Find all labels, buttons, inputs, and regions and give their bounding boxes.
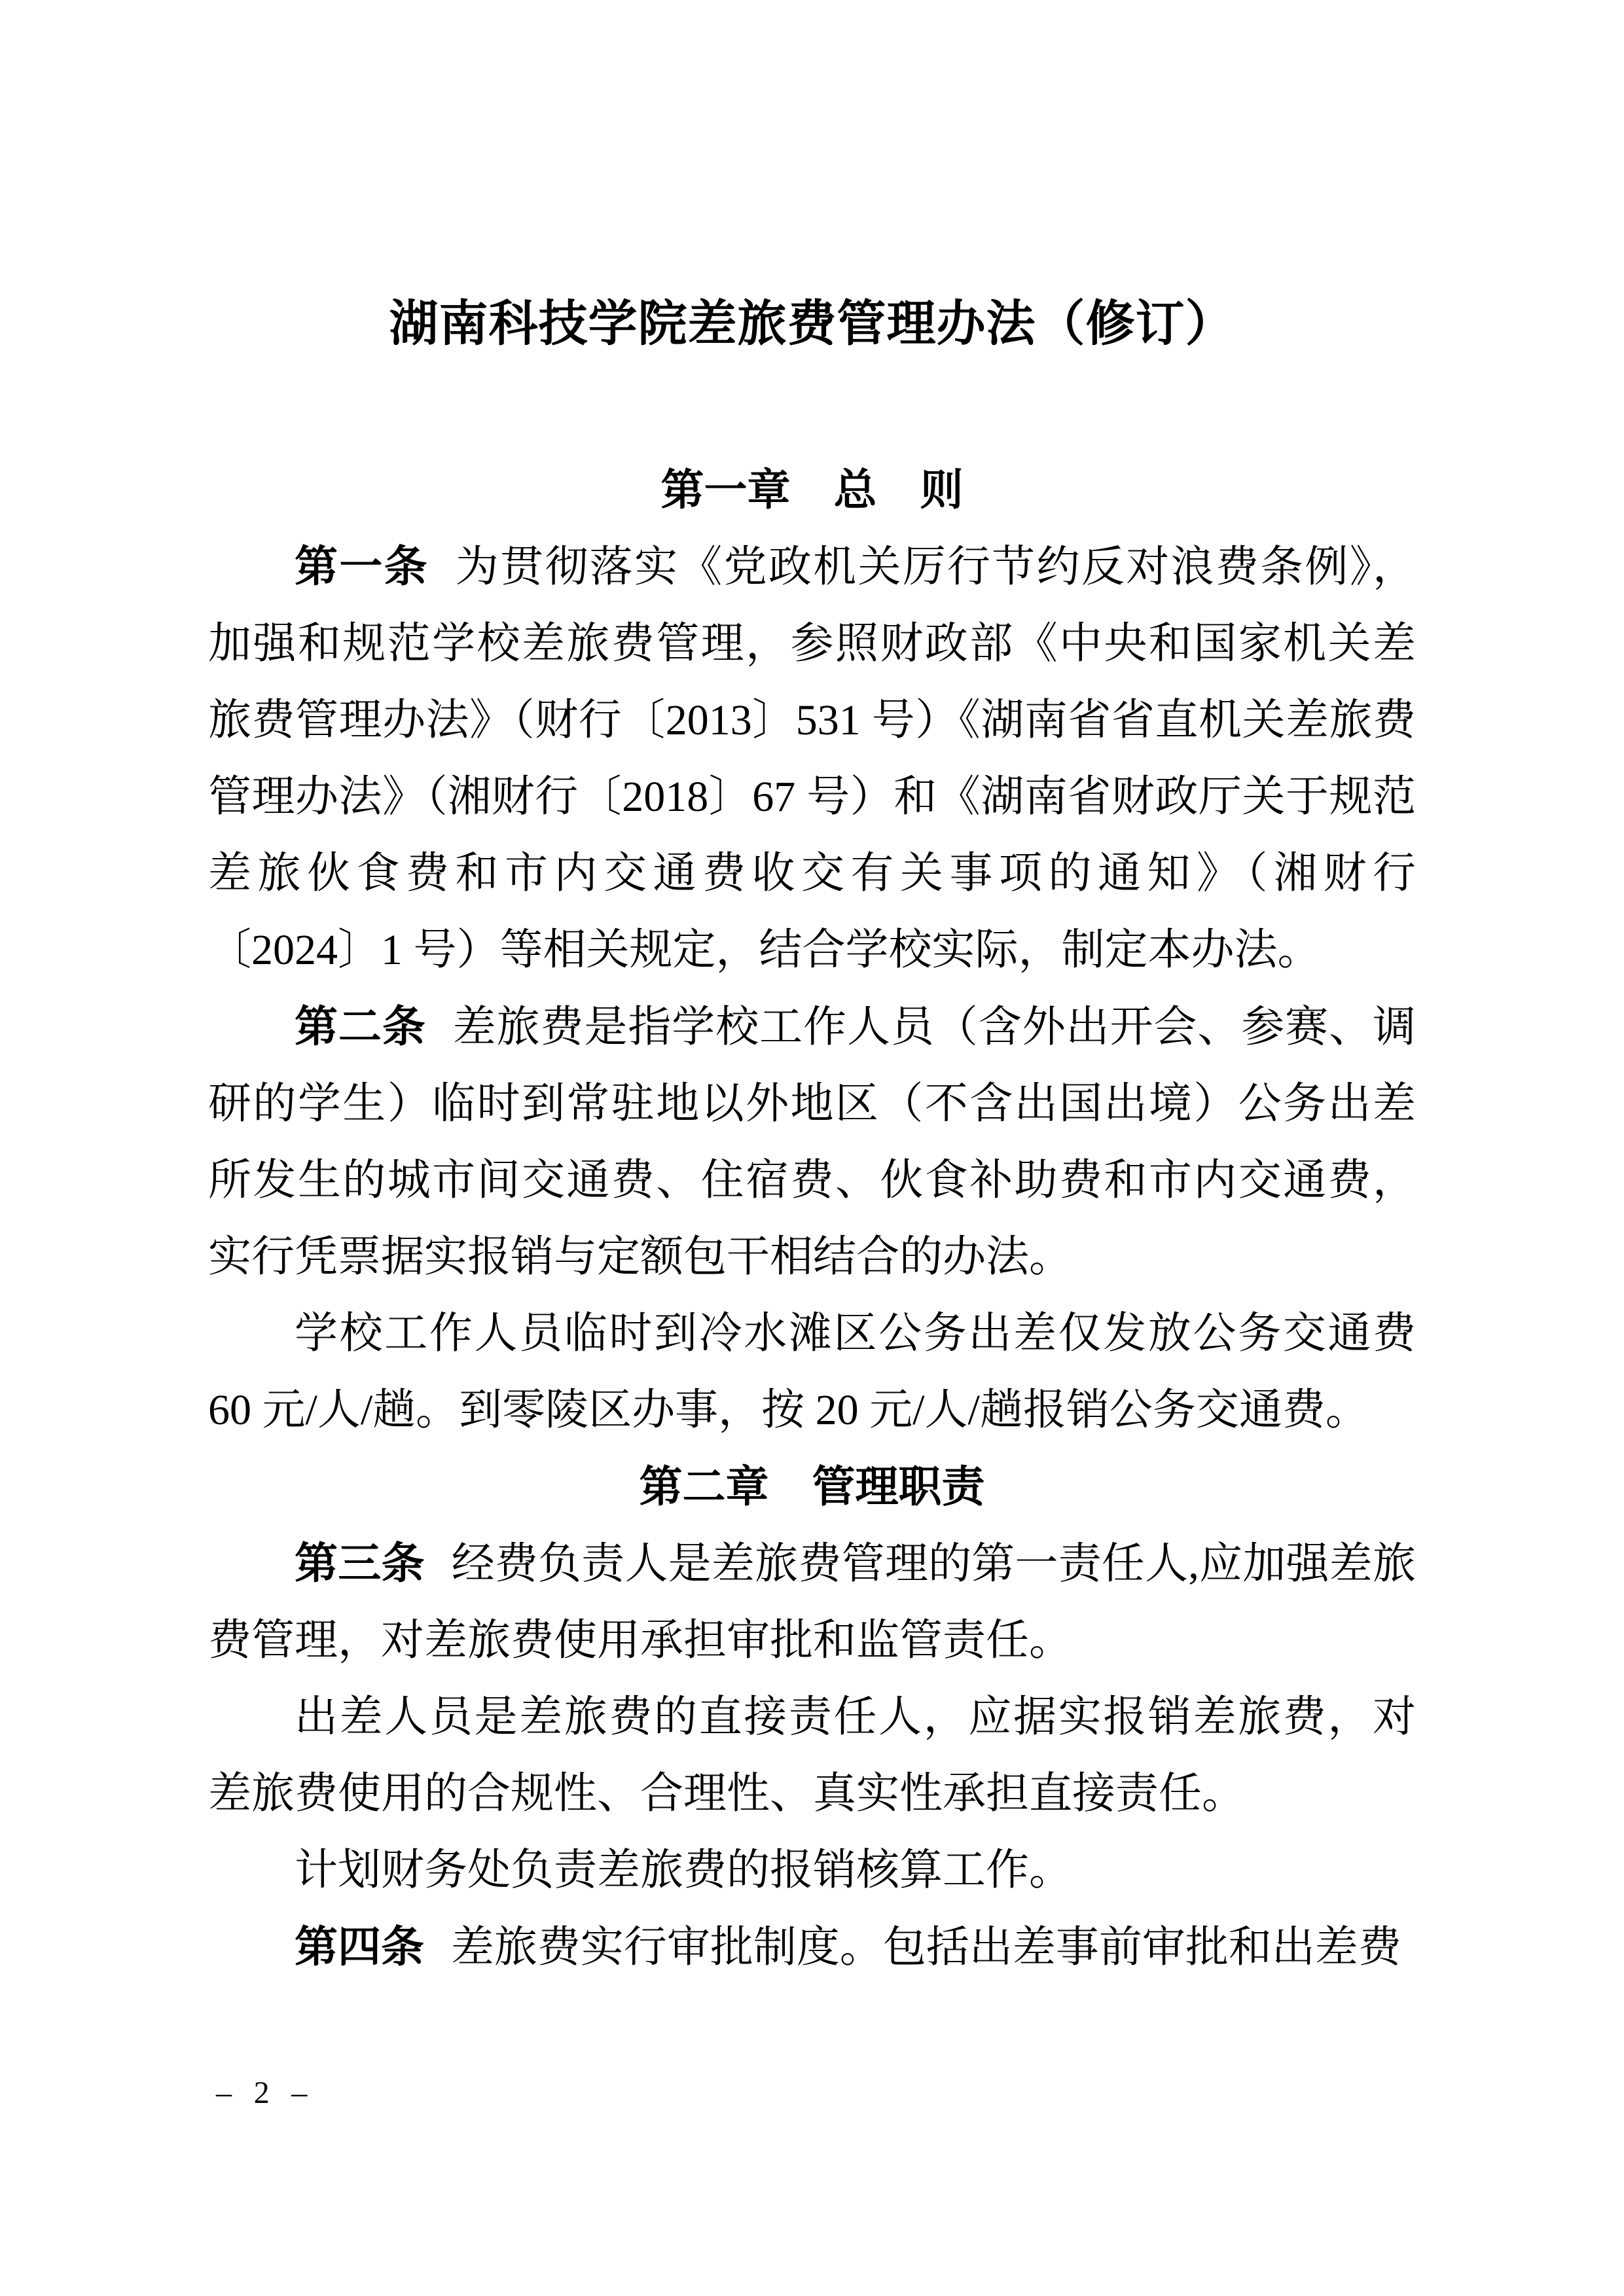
article-1-number: 第一条	[295, 542, 429, 590]
local-transport-paragraph: 学校工作人员临时到冷水滩区公务出差仅发放公务交通费 60 元/人/趟。到零陵区办事，按 20 元/人/趟报销公务交通费。	[208, 1310, 1416, 1434]
page-number: – 2 –	[216, 2075, 308, 2110]
document-title: 湖南科技学院差旅费管理办法（修订）	[389, 297, 1235, 351]
article-3-number: 第三条	[295, 1539, 425, 1587]
article-2-text: 差旅费是指学校工作人员（含外出开会、参赛、调研的学生）临时到常驻地以外地区（不含出国出境）公务出差所发生的城市间交通费、住宿费、伙食补助费和市内交通费，实行凭票据实报销与定额包干相结合的办法。	[208, 1003, 1416, 1281]
article-3-text: 经费负责人是差旅费管理的第一责任人,应加强差旅费管理，对差旅费使用承担审批和监管责任。	[208, 1540, 1416, 1664]
article-1-paragraph	[208, 528, 1416, 988]
chapter-2-heading: 第二章 管理职责	[639, 1462, 985, 1511]
article-1-text: 为贯彻落实《党政机关厉行节约反对浪费条例》，加强和规范学校差旅费管理，参照财政部《中央和国家机关差旅费管理办法》（财行〔2013〕531 号）《湖南省省直机关差旅费管理办法》（湘财行〔2018〕67 号）和《湖南省财政厅关于规范差旅伙食费和市内交通费收交有关事项的通知》（湘财行〔2024〕1 号）等相关规定，结合学校实际，制定本办法。	[208, 543, 1416, 974]
article-4-paragraph	[208, 1909, 1416, 1986]
document-body	[208, 452, 1416, 1986]
article-2-number: 第二条	[295, 1002, 426, 1050]
article-3-paragraph	[208, 1525, 1416, 1679]
article-2-paragraph	[208, 988, 1416, 1295]
article-4-number: 第四条	[295, 1922, 424, 1971]
chapter-1-heading: 第一章 总 则	[660, 465, 964, 514]
article-4-text: 差旅费实行审批制度。包括出差事前审批和出差费	[450, 1924, 1401, 1971]
traveler-duty-paragraph: 出差人员是差旅费的直接责任人，应据实报销差旅费，对差旅费使用的合规性、合理性、真实性承担直接责任。	[208, 1693, 1416, 1818]
finance-office-paragraph: 计划财务处负责差旅费的报销核算工作。	[295, 1846, 1072, 1894]
